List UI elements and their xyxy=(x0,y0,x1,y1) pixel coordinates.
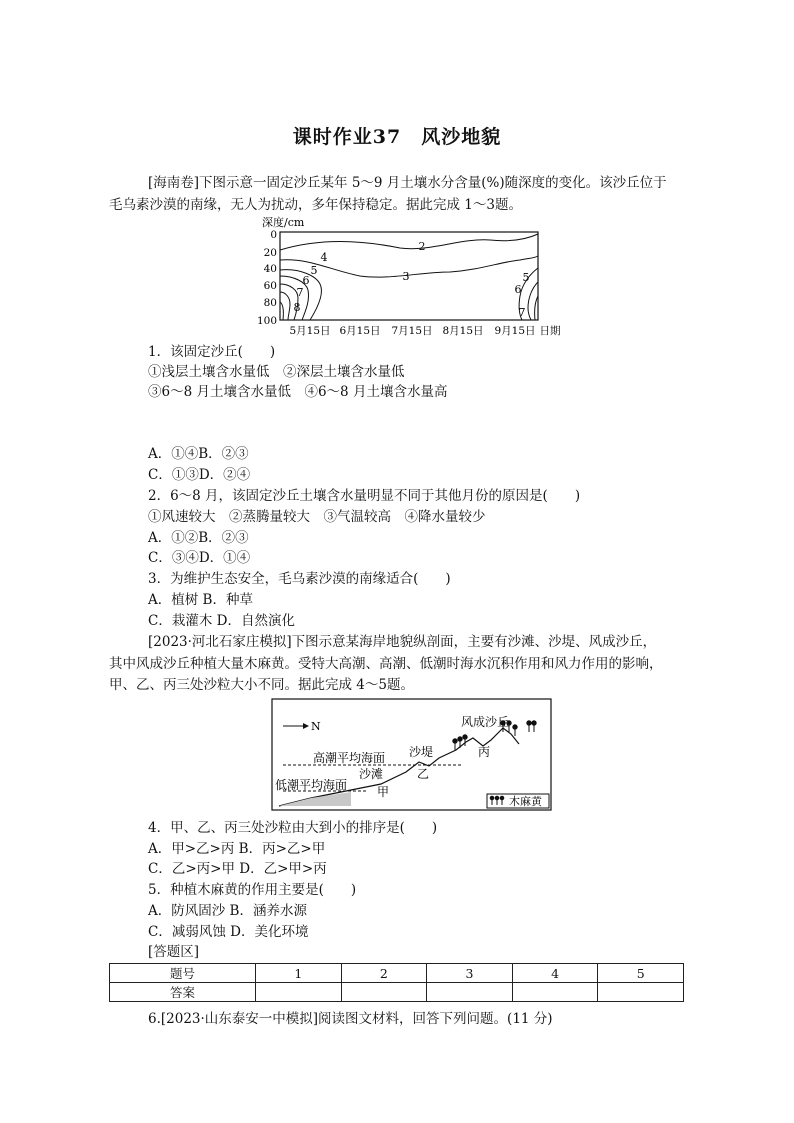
label-low-tide: 低潮平均海面 xyxy=(275,778,348,792)
q1-choices1: A．①④B．②③ xyxy=(148,446,249,462)
chart-xlabel: 日期 xyxy=(539,325,561,337)
q3-choices2: C．栽灌木 D．自然演化 xyxy=(148,613,295,629)
x-tick: 8月15日 xyxy=(442,325,484,337)
contour-line-2 xyxy=(280,234,538,250)
answer-area-label: [答题区] xyxy=(148,944,200,960)
x-tick: 6月15日 xyxy=(339,325,381,337)
contour-label: 7 xyxy=(296,286,304,299)
answer-table xyxy=(109,963,684,1002)
answer-cell[interactable] xyxy=(256,983,342,1002)
answer-number: 2 xyxy=(341,964,427,983)
answer-table-row-numbers xyxy=(110,964,684,983)
y-tick: 20 xyxy=(263,247,277,259)
q4-choices2: C．乙>丙>甲 D．乙>甲>丙 xyxy=(148,861,327,877)
q1-stem: 1．该固定沙丘( ) xyxy=(148,344,276,360)
contour-label: 5 xyxy=(522,271,530,284)
q4-choices1: A．甲>乙>丙 B．丙>乙>甲 xyxy=(148,841,326,857)
label-jia: 甲 xyxy=(377,785,390,799)
label-high-tide: 高潮平均海面 xyxy=(313,751,386,765)
label-bing: 丙 xyxy=(478,745,491,759)
q2-opts: ①风速较大 ②蒸腾量较大 ③气温较高 ④降水量较少 xyxy=(148,509,486,525)
contour-label: 4 xyxy=(320,251,328,264)
contour-label: 5 xyxy=(310,264,318,277)
contour-label: 6 xyxy=(302,274,310,287)
y-tick: 80 xyxy=(263,297,277,309)
y-tick: 40 xyxy=(263,263,277,275)
intro1-line2: 毛乌素沙漠的南缘，无人为扰动，多年保持稳定。据此完成 1～3题。 xyxy=(109,197,522,213)
y-tick: 60 xyxy=(263,280,277,292)
north-label: N xyxy=(311,720,321,733)
legend-label: 木麻黄 xyxy=(509,795,542,808)
answer-number: 1 xyxy=(256,964,342,983)
q3-choices1: A．植树 B．种草 xyxy=(148,592,253,608)
answer-cell[interactable] xyxy=(341,983,427,1002)
legend-tree-icon xyxy=(490,796,504,805)
q2-stem: 2．6～8 月，该固定沙丘土壤含水量明显不同于其他月份的原因是( ) xyxy=(148,488,581,504)
q1-opt-line2: ③6～8 月土壤含水量低 ④6～8 月土壤含水量高 xyxy=(148,384,448,400)
answer-number: 5 xyxy=(598,964,684,983)
x-tick: 9月15日 xyxy=(494,325,536,337)
contour-label: 6 xyxy=(514,283,522,296)
label-beach: 沙滩 xyxy=(359,767,384,781)
q3-stem: 3．为维护生态安全，毛乌素沙漠的南缘适合( ) xyxy=(148,571,451,587)
answer-number: 3 xyxy=(427,964,513,983)
label-yi: 乙 xyxy=(417,767,430,781)
q5-choices2: C．减弱风蚀 D．美化环境 xyxy=(148,924,309,940)
q1-opt-line1: ①浅层土壤含水量低 ②深层土壤含水量低 xyxy=(148,364,405,380)
y-tick: 100 xyxy=(256,315,277,327)
intro2-line1: [2023·河北石家庄模拟]下图示意某海岸地貌纵剖面，主要有沙滩、沙堤、风成沙丘， xyxy=(148,634,657,650)
intro1-line1: [海南卷]下图示意一固定沙丘某年 5～9 月土壤水分含量(%)随深度的变化。该沙丘位于 xyxy=(148,175,667,191)
chart-ylabel: 深度/cm xyxy=(262,216,305,229)
contour-label: 7 xyxy=(518,306,526,319)
contour-label: 2 xyxy=(418,240,426,253)
intro2-line3: 甲、乙、丙三处沙粒大小不同。据此完成 4～5题。 xyxy=(109,677,414,693)
coastal-profile-diagram xyxy=(271,698,553,812)
label-sand-dike: 沙堤 xyxy=(409,745,434,759)
label-dune: 风成沙丘 xyxy=(461,715,510,729)
answer-cell[interactable] xyxy=(427,983,513,1002)
q4-stem: 4．甲、乙、丙三处沙粒由大到小的排序是( ) xyxy=(148,820,438,836)
x-tick: 5月15日 xyxy=(289,325,331,337)
intro2-line2: 其中风成沙丘种植大量木麻黄。受特大高潮、高潮、低潮时海水沉积作用和风力作用的影响， xyxy=(109,656,663,672)
answer-table-head: 题号 xyxy=(110,964,256,983)
q5-stem: 5．种植木麻黄的作用主要是( ) xyxy=(148,882,357,898)
q1-choices2: C．①③D．②④ xyxy=(148,467,251,483)
x-tick: 7月15日 xyxy=(391,325,433,337)
page-title: 课时作业37 风沙地貌 xyxy=(292,126,502,148)
contour-label: 8 xyxy=(293,301,301,314)
answer-cell[interactable] xyxy=(512,983,598,1002)
q2-choices2: C．③④D．①④ xyxy=(148,550,251,566)
y-tick: 0 xyxy=(270,229,277,241)
q5-choices1: A．防风固沙 B．涵养水源 xyxy=(148,903,307,919)
answer-cell[interactable] xyxy=(598,983,684,1002)
contour-line-7 xyxy=(280,292,290,320)
q2-choices1: A．①②B．②③ xyxy=(148,530,249,546)
answer-number: 4 xyxy=(512,964,598,983)
q6-stem: 6.[2023·山东泰安一中模拟]阅读图文材料，回答下列问题。(11 分) xyxy=(148,1011,553,1027)
answer-table-row-answers xyxy=(110,983,684,1002)
answer-table-head: 答案 xyxy=(110,983,256,1002)
contour-label: 3 xyxy=(402,270,410,283)
soil-moisture-contour-chart xyxy=(250,212,570,342)
